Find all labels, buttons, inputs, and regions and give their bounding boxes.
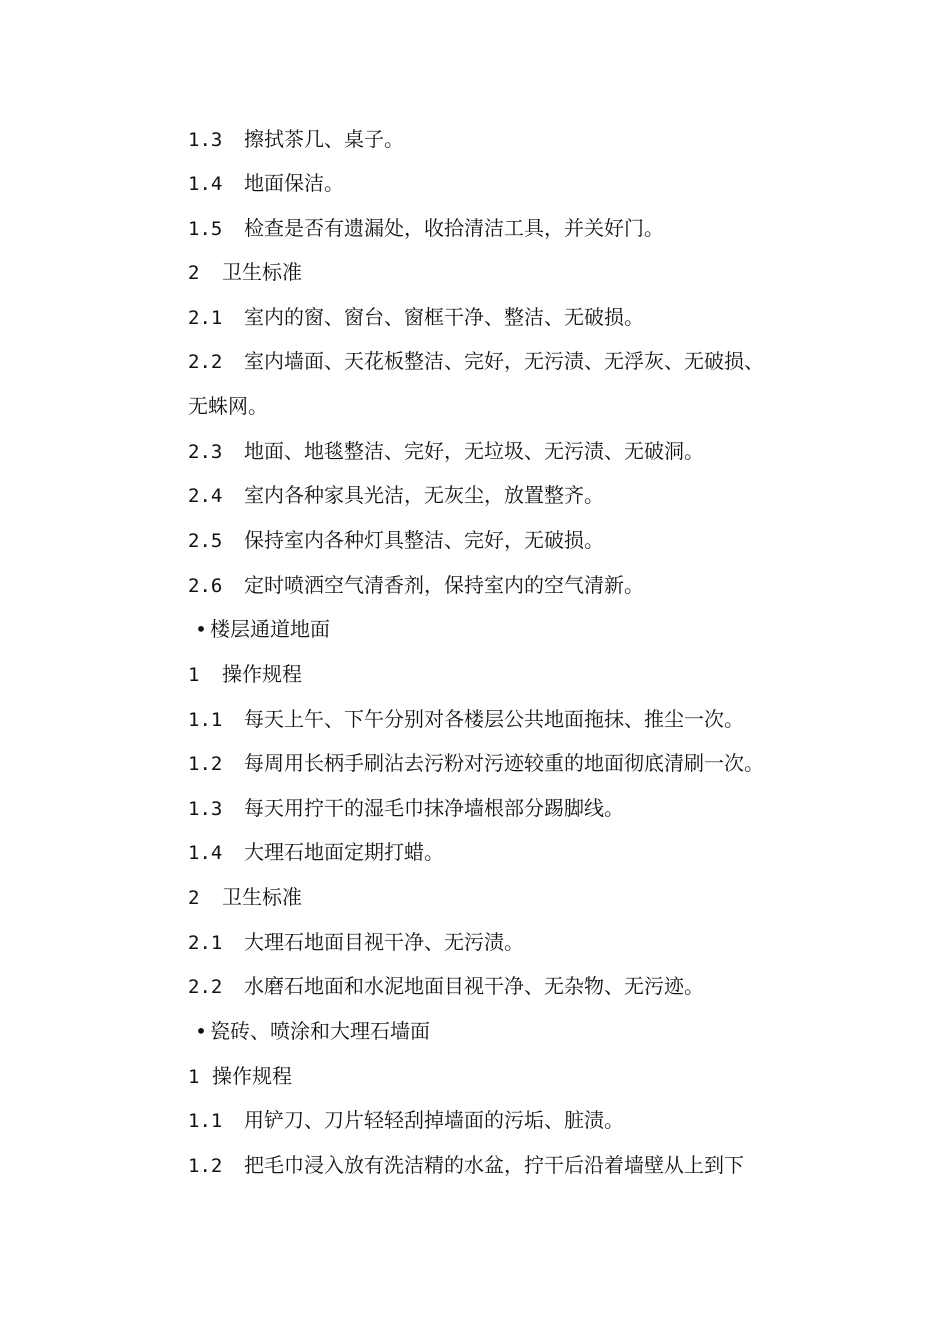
item-text: 无蛛网。	[188, 394, 268, 418]
item-text: 室内各种家具光洁，无灰尘，放置整齐。	[244, 483, 604, 507]
item-number: 2.4	[188, 485, 223, 507]
item-number: 2.3	[188, 441, 223, 463]
line-1-4	[188, 169, 344, 198]
line-1-3	[188, 125, 404, 154]
item-text: 定时喷洒空气清香剂，保持室内的空气清新。	[244, 573, 644, 597]
line-2-3	[188, 437, 704, 466]
line-2-1-b	[188, 928, 524, 957]
line-2-2-b	[188, 972, 704, 1001]
line-2-2	[188, 347, 764, 376]
item-number: 2.2	[188, 976, 223, 998]
item-text: 检查是否有遗漏处，收拾清洁工具，并关好门。	[244, 216, 664, 240]
section-number: 2	[188, 887, 200, 909]
item-number: 1.2	[188, 753, 223, 775]
bullet-title: 瓷砖、喷涂和大理石墙面	[210, 1019, 430, 1043]
line-2-1	[188, 303, 644, 332]
item-text: 把毛巾浸入放有洗洁精的水盆，拧干后沿着墙壁从上到下	[244, 1153, 744, 1177]
section-number: 1	[188, 664, 200, 686]
section-number: 1	[188, 1066, 200, 1088]
item-number: 1.3	[188, 129, 223, 151]
item-text: 室内墙面、天花板整洁、完好，无污渍、无浮灰、无破损、	[244, 349, 764, 373]
item-number: 1.3	[188, 798, 223, 820]
item-number: 1.1	[188, 709, 223, 731]
item-text: 水磨石地面和水泥地面目视干净、无杂物、无污迹。	[244, 974, 704, 998]
item-text: 地面、地毯整洁、完好，无垃圾、无污渍、无破洞。	[244, 439, 704, 463]
item-text: 大理石地面定期打蜡。	[244, 840, 444, 864]
item-text: 每周用长柄手刷沾去污粉对污迹较重的地面彻底清刷一次。	[244, 751, 764, 775]
item-number: 1.2	[188, 1155, 223, 1177]
section-heading-hygiene-standard-b	[188, 883, 302, 912]
section-title: 操作规程	[212, 1064, 292, 1088]
line-2-2-continued	[188, 392, 268, 420]
item-number: 2.5	[188, 530, 223, 552]
bullet-heading-floor-corridor	[192, 615, 330, 643]
line-2-6	[188, 571, 644, 600]
line-2-4	[188, 481, 604, 510]
bullet-heading-tile-wall	[192, 1017, 430, 1045]
item-number: 2.1	[188, 932, 223, 954]
bullet-icon: •	[195, 617, 207, 641]
item-text: 每天上午、下午分别对各楼层公共地面拖抹、推尘一次。	[244, 707, 744, 731]
item-text: 地面保洁。	[244, 171, 344, 195]
item-number: 1.4	[188, 842, 223, 864]
section-heading-operating-procedure	[188, 660, 302, 689]
item-number: 1.5	[188, 218, 223, 240]
line-1-1-b	[188, 1106, 624, 1135]
section-number: 2	[188, 262, 200, 284]
bullet-title: 楼层通道地面	[210, 617, 330, 641]
section-heading-operating-procedure-b	[188, 1062, 292, 1091]
line-2-5	[188, 526, 604, 555]
line-1-1	[188, 705, 744, 734]
line-1-2-b	[188, 1151, 744, 1180]
bullet-icon: •	[195, 1019, 207, 1043]
line-1-2	[188, 749, 764, 778]
item-number: 2.1	[188, 307, 223, 329]
item-text: 大理石地面目视干净、无污渍。	[244, 930, 524, 954]
item-text: 用铲刀、刀片轻轻刮掉墙面的污垢、脏渍。	[244, 1108, 624, 1132]
line-1-3-b	[188, 794, 624, 823]
item-number: 1.4	[188, 173, 223, 195]
item-text: 室内的窗、窗台、窗框干净、整洁、无破损。	[244, 305, 644, 329]
section-heading-hygiene-standard	[188, 258, 302, 287]
item-number: 2.6	[188, 575, 223, 597]
line-1-5	[188, 214, 664, 243]
section-title: 卫生标准	[222, 885, 302, 909]
item-number: 1.1	[188, 1110, 223, 1132]
item-number: 2.2	[188, 351, 223, 373]
line-1-4-b	[188, 838, 444, 867]
item-text: 擦拭茶几、桌子。	[244, 127, 404, 151]
item-text: 保持室内各种灯具整洁、完好，无破损。	[244, 528, 604, 552]
item-text: 每天用拧干的湿毛巾抹净墙根部分踢脚线。	[244, 796, 624, 820]
section-title: 卫生标准	[222, 260, 302, 284]
section-title: 操作规程	[222, 662, 302, 686]
